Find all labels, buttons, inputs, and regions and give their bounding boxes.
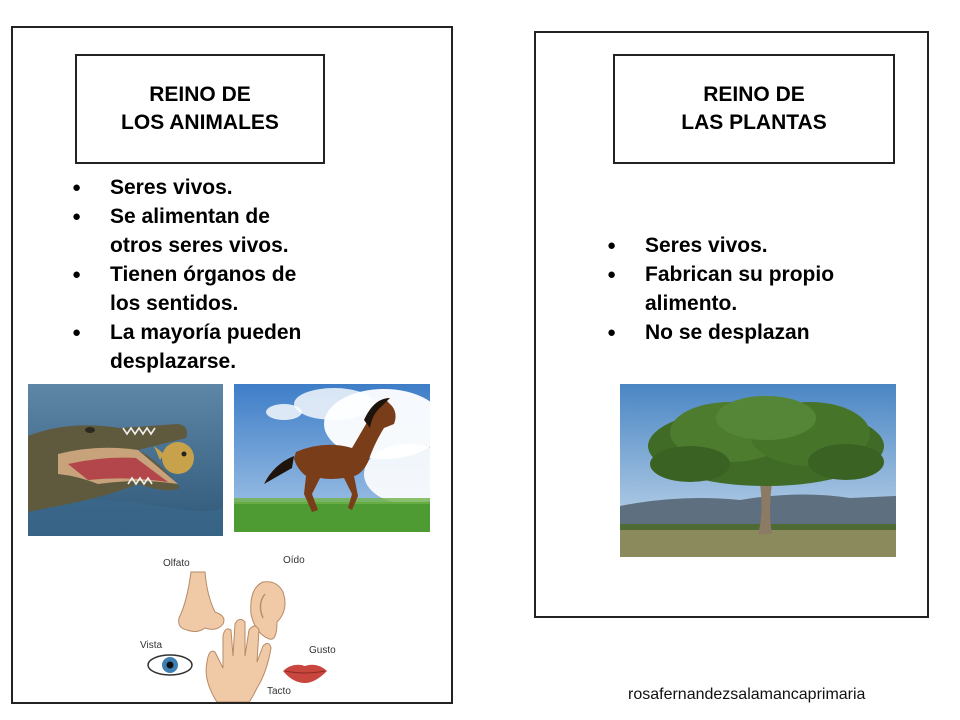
plants-card — [534, 31, 929, 618]
feature-line: desplazarse. — [110, 350, 237, 373]
plants-feature-list — [607, 231, 907, 347]
tree-photo — [620, 384, 896, 557]
feature-line: Seres vivos. — [110, 176, 233, 199]
plants-feature-item — [607, 260, 907, 318]
animals-feature-list — [72, 173, 372, 376]
plants-title-line1: REINO DE — [703, 83, 805, 106]
feature-line: alimento. — [645, 292, 738, 315]
animals-title-line1: REINO DE — [149, 83, 251, 106]
animals-feature-item — [72, 260, 372, 318]
feature-line: Seres vivos. — [645, 234, 768, 257]
plants-feature-item — [607, 318, 907, 347]
animals-card — [11, 26, 453, 704]
feature-line: otros seres vivos. — [110, 234, 289, 257]
feature-line: No se desplazan — [645, 321, 810, 344]
plants-title-line2: LAS PLANTAS — [681, 111, 827, 134]
feature-line: Fabrican su propio — [645, 263, 835, 286]
feature-line: La mayoría pueden — [110, 321, 302, 344]
crocodile-photo — [28, 384, 223, 536]
sense-label-taste: Gusto — [309, 645, 336, 656]
footer-credit: rosafernandezsalamancaprimaria — [628, 686, 866, 703]
animals-feature-item — [72, 173, 372, 202]
feature-line: Se alimentan de — [110, 205, 270, 228]
senses-illustration — [123, 552, 341, 702]
horse-photo — [234, 384, 430, 532]
animals-title-line2: LOS ANIMALES — [121, 111, 279, 134]
plants-feature-item — [607, 231, 907, 260]
plants-title-box — [613, 54, 895, 164]
animals-feature-item — [72, 202, 372, 260]
feature-line: los sentidos. — [110, 292, 239, 315]
animals-feature-item — [72, 318, 372, 376]
sense-label-touch: Tacto — [267, 686, 291, 697]
sense-label-smell: Olfato — [163, 558, 190, 569]
sense-label-hearing: Oído — [283, 555, 305, 566]
sense-label-sight: Vista — [140, 640, 163, 651]
animals-title-box — [75, 54, 325, 164]
feature-line: Tienen órganos de — [110, 263, 297, 286]
